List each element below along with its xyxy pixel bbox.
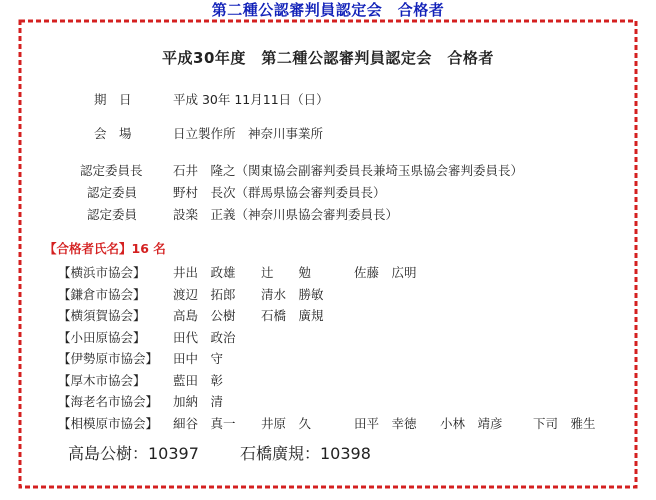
association-name: 【相模原市協会】 — [58, 415, 159, 431]
association-name: 【横須賀協会】 — [58, 308, 146, 323]
venue-label: 会 場 — [94, 126, 132, 141]
passer-name: 細谷 真一 — [173, 415, 236, 431]
passers-title: 【合格者氏名】 — [44, 241, 132, 256]
passer-name: 田平 幸徳 — [354, 415, 417, 431]
association-name: 【厚木市協会】 — [58, 372, 146, 388]
committee-member-value: 設楽 正義（神奈川県協会審判委員長） — [173, 207, 399, 222]
passer-name: 高島 公樹 — [173, 308, 236, 323]
passer-name: 清水 勝敏 — [261, 286, 324, 302]
venue-value: 日立製作所 神奈川事業所 — [173, 126, 324, 141]
committee-chair-value: 石井 隆之（関東協会副審判委員長兼埼玉県協会審判委員長） — [173, 163, 524, 178]
passer-name: 井出 政雄 — [173, 265, 236, 280]
passer-name: 辻 勉 — [261, 265, 312, 280]
association-name: 【小田原協会】 — [58, 329, 146, 345]
page-title: 第二種公認審判員認定会 合格者 — [211, 1, 445, 19]
footer-note: 石橋廣規：10398 — [240, 444, 371, 463]
passers-heading — [44, 239, 166, 257]
association-name: 【海老名市協会】 — [58, 394, 159, 409]
certificate-frame — [18, 19, 638, 489]
committee-member-label: 認定委員 — [87, 185, 138, 200]
committee-chair-label: 認定委員長 — [80, 163, 143, 178]
passer-name: 渡辺 拓郎 — [173, 286, 236, 302]
date-label: 期 日 — [94, 92, 132, 107]
committee-member-label: 認定委員 — [87, 207, 138, 222]
passer-name: 加納 清 — [173, 394, 224, 409]
committee-member-value: 野村 長次（群馬県協会審判委員長） — [173, 185, 386, 200]
passer-name: 藍田 彰 — [173, 372, 224, 388]
passers-count: 16 名 — [131, 241, 166, 256]
date-value: 平成 30年 11月11日（日） — [173, 92, 329, 107]
passer-name: 小林 靖彦 — [440, 415, 503, 431]
passer-name: 佐藤 広明 — [354, 265, 417, 280]
association-name: 【鎌倉市協会】 — [58, 286, 146, 302]
passer-name: 田中 守 — [173, 351, 224, 366]
association-name: 【伊勢原市協会】 — [58, 351, 159, 366]
association-name: 【横浜市協会】 — [58, 265, 146, 280]
passer-name: 田代 政治 — [173, 329, 236, 345]
passer-name: 石橋 廣規 — [261, 308, 324, 323]
footer-note: 高島公樹：10397 — [68, 444, 199, 463]
passer-name: 下司 雅生 — [533, 415, 596, 431]
document-heading: 平成30年度 第二種公認審判員認定会 合格者 — [162, 49, 494, 67]
passer-name: 井原 久 — [261, 415, 312, 431]
